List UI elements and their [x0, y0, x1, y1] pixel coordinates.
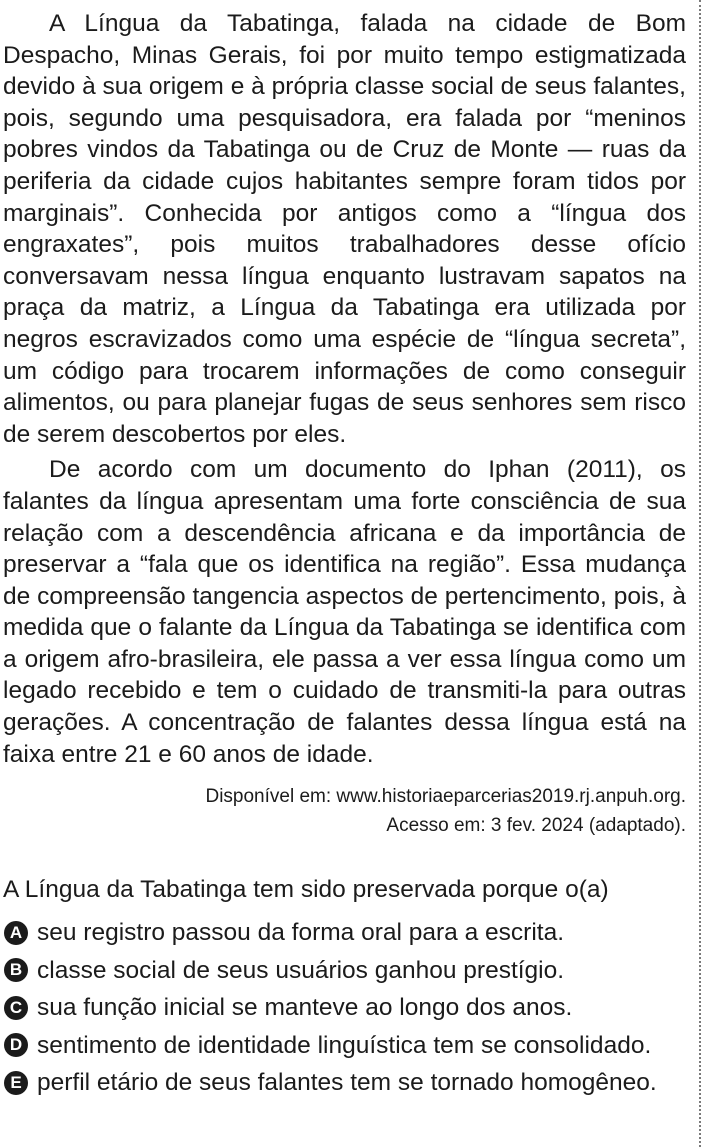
passage-paragraph-2: De acordo com um documento do Iphan (2011), os falantes da língua apresentam uma forte consciência de sua relação com a descendência africana e da importância de preservar a “fala que os identifica na região”. Essa mudança de compreensão tangencia aspectos de pertencimento, pois, à medida que o falante da Língua da Tabatinga se identifica com a origem afro-brasileira, ele passa a ver essa língua como um legado recebido e tem o cuidado de transmiti-la para outras gerações. A concentração de falantes dessa língua está na faixa entre 21 e 60 anos de idade. [3, 456, 686, 768]
option-a[interactable] [3, 914, 686, 952]
answer-options [3, 914, 686, 1102]
option-b-text: classe social de seus usuários ganhou prestígio. [37, 956, 565, 984]
option-d-text: sentimento de identidade linguística tem se consolidado. [37, 1031, 652, 1059]
option-d-letter-badge: D [4, 1033, 28, 1057]
option-b[interactable] [3, 951, 686, 989]
passage-and-question [3, 8, 686, 1101]
dotted-divider [699, 0, 701, 1147]
option-e-text: perfil etário de seus falantes tem se tornado homogêneo. [37, 1069, 657, 1097]
question-stem: A Língua da Tabatinga tem sido preservada porque o(a) [3, 876, 609, 904]
option-e[interactable] [3, 1064, 686, 1102]
option-a-letter-badge: A [4, 921, 28, 945]
source-citation [3, 782, 686, 840]
option-c-text: sua função inicial se manteve ao longo dos anos. [37, 994, 573, 1022]
option-b-letter-badge: B [4, 958, 28, 982]
option-c[interactable] [3, 989, 686, 1027]
source-access-line: Acesso em: 3 fev. 2024 (adaptado). [386, 815, 686, 837]
passage-paragraph-1: A Língua da Tabatinga, falada na cidade de Bom Despacho, Minas Gerais, foi por muito tempo estigmatizada devido à sua origem e à própria classe social de seus falantes, pois, segundo uma pesquisadora, era falada por “meninos pobres vindos da Tabatinga ou de Cruz de Monte — ruas da periferia da cidade cujos habitantes sempre foram tidos por marginais”. Conhecida por antigos como a “língua dos engraxates”, pois muitos trabalhadores desse ofício conversavam nessa língua enquanto lustravam sapatos na praça da matriz, a Língua da Tabatinga era utilizada por negros escravizados como uma espécie de “língua secreta”, um código para trocarem informações de como conseguir alimentos, ou para planejar fugas de seus senhores sem risco de serem descobertos por eles. [3, 10, 686, 448]
option-c-letter-badge: C [4, 996, 28, 1020]
source-url-line: Disponível em: www.historiaeparcerias2019.rj.anpuh.org. [205, 786, 686, 808]
option-e-letter-badge: E [4, 1071, 28, 1095]
option-a-text: seu registro passou da forma oral para a escrita. [37, 919, 565, 947]
option-d[interactable] [3, 1026, 686, 1064]
